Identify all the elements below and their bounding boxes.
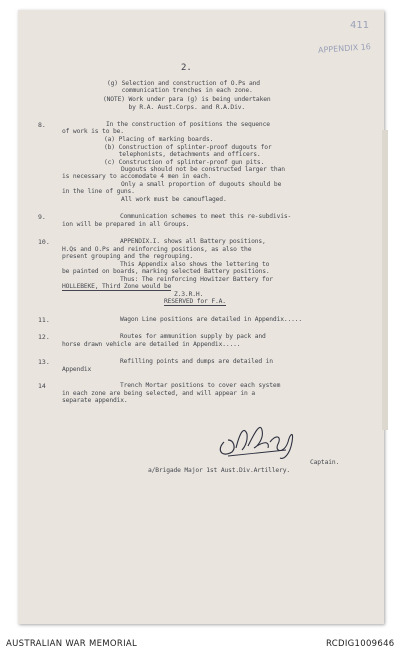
para-13-line1: Refilling points and dumps are detailed in bbox=[120, 358, 273, 365]
para-g-line1: (g) Selection and construction of O.Ps and bbox=[107, 80, 260, 87]
para-number-13: 13. bbox=[38, 358, 50, 366]
para-number-12: 12. bbox=[38, 333, 50, 341]
footer-document-id: RCDIG1009646 bbox=[326, 639, 395, 649]
page-edge bbox=[382, 130, 388, 430]
para-14-line3: separate appendix. bbox=[62, 397, 128, 404]
folio-number: 411 bbox=[350, 20, 370, 31]
page-number: 2. bbox=[181, 63, 192, 73]
para-10-line2: H.Qs and O.Ps and reinforcing positions, as also the bbox=[62, 246, 252, 253]
para-9-line2: ion will be prepared in all Groups. bbox=[62, 221, 190, 228]
para-8-item-b2: telephonists, detachments and officers. bbox=[104, 151, 261, 158]
para-14-line2: in each zone are being selected, and will appear in a bbox=[62, 390, 255, 397]
para-8-item-b: (b) Construction of splinter-proof dugouts for bbox=[104, 144, 272, 151]
para-8-item-c: (c) Construction of splinter-proof gun pits. bbox=[104, 159, 265, 166]
para-14-line1: Trench Mortar positions to cover each system bbox=[120, 382, 281, 389]
para-number-8: 8. bbox=[38, 121, 46, 129]
para-8-line-j: in the line of guns. bbox=[62, 188, 135, 195]
reserved-note: RESERVED for F.A. bbox=[164, 298, 226, 305]
para-9-line1: Communication schemes to meet this re-subdivis- bbox=[120, 213, 292, 220]
para-8-item-a: (a) Placing of marking boards. bbox=[104, 136, 214, 143]
para-10-line5: be painted on boards, marking selected Battery positions. bbox=[62, 268, 270, 275]
para-number-14: 14 bbox=[38, 382, 46, 390]
para-12-line2: horse drawn vehicle are detailed in Appendix..... bbox=[62, 341, 241, 348]
para-11-line1: Wagon Line positions are detailed in Appendix..... bbox=[120, 316, 303, 323]
para-8-line-i: Only a small proportion of dugouts should be bbox=[121, 181, 282, 188]
para-8-line-g: Dugouts should not be constructed larger than bbox=[121, 166, 285, 173]
para-g-line2: communication trenches in each zone. bbox=[107, 87, 253, 94]
battery-code: Z.3.R.H. bbox=[174, 291, 204, 298]
signature-title: a/Brigade Major 1st Aust.Div.Artillery. bbox=[148, 467, 291, 474]
note-line1: (NOTE) Work under para (g) is being undertaken bbox=[103, 96, 271, 103]
para-number-10: 10. bbox=[38, 238, 50, 246]
note-line2: by R.A. Aust.Corps. and R.A.Div. bbox=[103, 104, 246, 111]
para-10-line4: This Appendix also shows the lettering to bbox=[120, 261, 270, 268]
para-8-line2: of work is to be. bbox=[62, 128, 124, 135]
para-number-11: 11. bbox=[38, 316, 50, 324]
para-10-line1: APPENDIX.I. shows all Battery positions, bbox=[120, 238, 266, 245]
handwritten-signature bbox=[214, 412, 304, 464]
para-10-line3: present grouping and the regrouping. bbox=[62, 253, 194, 260]
para-10-line6: Thus: The reinforcing Howitzer Battery for bbox=[120, 276, 273, 283]
para-13-line2: Appendix bbox=[62, 366, 92, 373]
footer-institution: AUSTRALIAN WAR MEMORIAL bbox=[6, 639, 138, 649]
para-10-line7: HOLLEBEKE, Third Zone would be bbox=[62, 283, 172, 290]
signature-rank: Captain. bbox=[310, 459, 340, 466]
appendix-annotation: APPENDIX 16 bbox=[317, 42, 372, 55]
para-8-line1: In the construction of positions the sequence bbox=[106, 121, 270, 128]
para-12-line1: Routes for ammunition supply by pack and bbox=[120, 333, 266, 340]
para-8-line-h: is necessary to accomodate 4 men in each. bbox=[62, 173, 212, 180]
para-8-line-k: All work must be camouflaged. bbox=[121, 196, 227, 203]
para-number-9: 9. bbox=[38, 213, 46, 221]
